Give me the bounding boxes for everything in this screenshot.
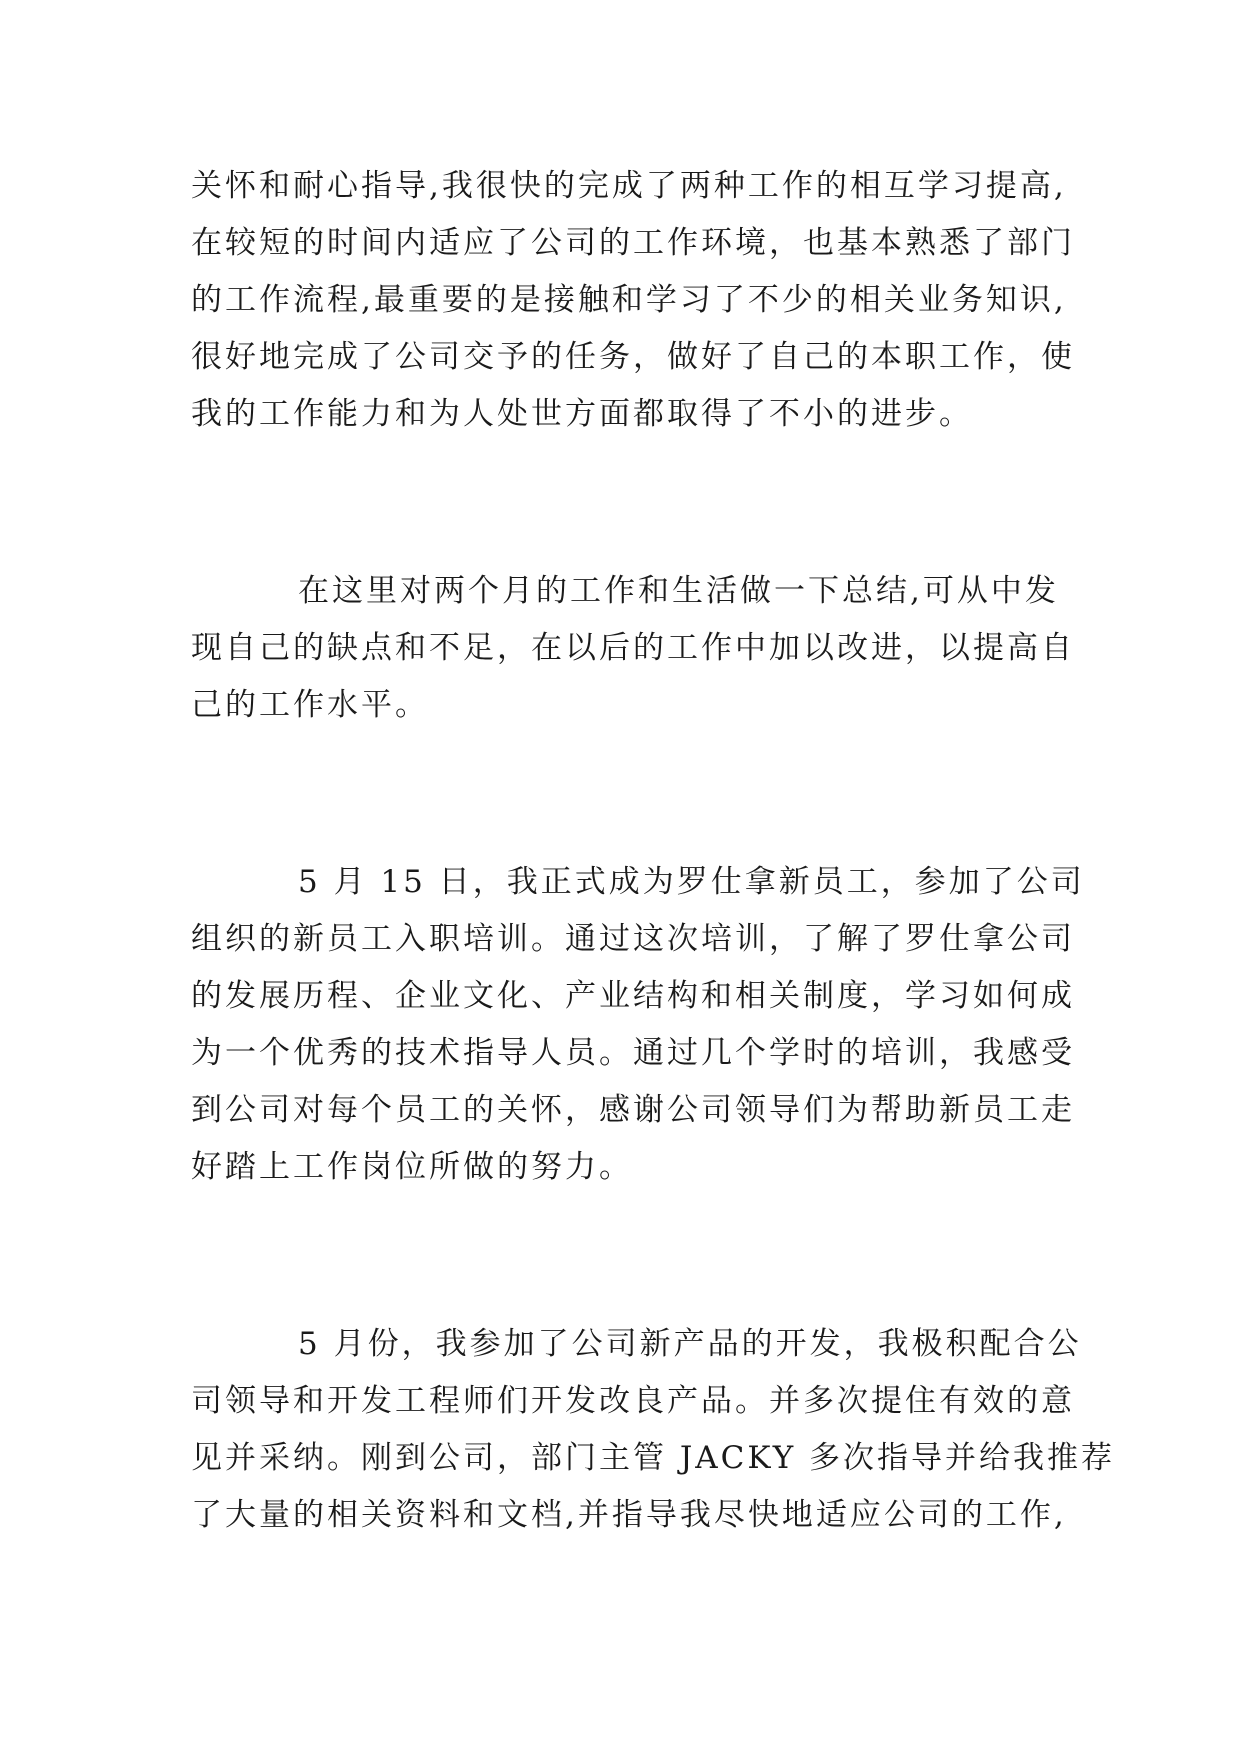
paragraph-4-line-3: 见并采纳。刚到公司，部门主管 JACKY 多次指导并给我推荐 xyxy=(191,1440,1116,1476)
paragraph-1-line-3: 的工作流程,最重要的是接触和学习了不少的相关业务知识, xyxy=(191,282,1067,318)
paragraph-2-line-1: 在这里对两个月的工作和生活做一下总结,可从中发 xyxy=(298,573,1059,609)
paragraph-3-line-6: 好踏上工作岗位所做的努力。 xyxy=(191,1149,633,1185)
paragraph-1-line-4: 很好地完成了公司交予的任务，做好了自己的本职工作，使 xyxy=(191,339,1075,375)
paragraph-2-line-3: 己的工作水平。 xyxy=(191,687,429,723)
paragraph-3-line-2: 组织的新员工入职培训。通过这次培训，了解了罗仕拿公司 xyxy=(191,921,1075,957)
paragraph-1-line-5: 我的工作能力和为人处世方面都取得了不小的进步。 xyxy=(191,396,973,432)
paragraph-4-line-4: 了大量的相关资料和文档,并指导我尽快地适应公司的工作, xyxy=(191,1497,1067,1533)
paragraph-4-line-1: 5 月份，我参加了公司新产品的开发，我极积配合公 xyxy=(298,1326,1082,1362)
paragraph-1-line-1: 关怀和耐心指导,我很快的完成了两种工作的相互学习提高, xyxy=(191,168,1067,204)
paragraph-3-line-4: 为一个优秀的技术指导人员。通过几个学时的培训，我感受 xyxy=(191,1035,1075,1071)
paragraph-3-line-1: 5 月 15 日，我正式成为罗仕拿新员工，参加了公司 xyxy=(298,864,1085,900)
paragraph-2-line-2: 现自己的缺点和不足，在以后的工作中加以改进，以提高自 xyxy=(191,630,1075,666)
paragraph-3-line-3: 的发展历程、企业文化、产业结构和相关制度，学习如何成 xyxy=(191,978,1075,1014)
paragraph-4-line-2: 司领导和开发工程师们开发改良产品。并多次提住有效的意 xyxy=(191,1383,1075,1419)
paragraph-3-line-5: 到公司对每个员工的关怀，感谢公司领导们为帮助新员工走 xyxy=(191,1092,1075,1128)
paragraph-1-line-2: 在较短的时间内适应了公司的工作环境，也基本熟悉了部门 xyxy=(191,225,1075,261)
